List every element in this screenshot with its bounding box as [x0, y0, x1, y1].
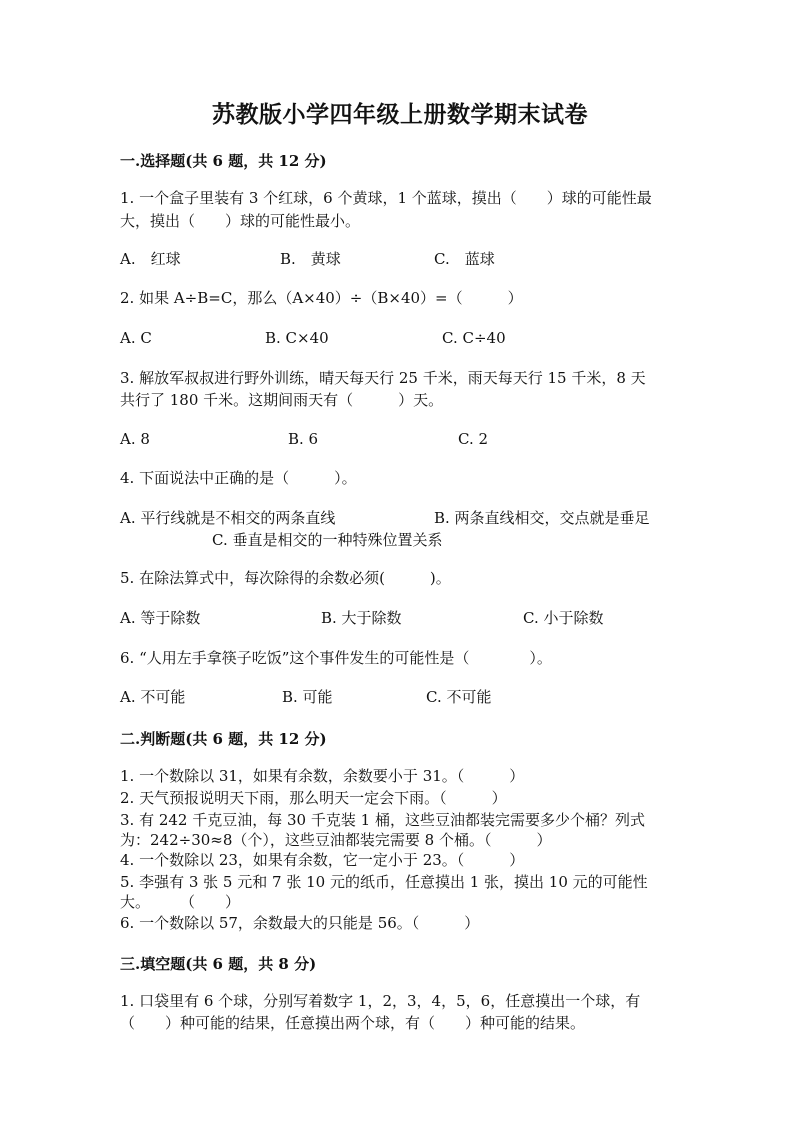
- judgement-line: 3. 有 242 千克豆油，每 30 千克装 1 桶，这些豆油都装完需要多少个桶？列式: [120, 811, 645, 829]
- judgement-line: 1. 一个数除以 31，如果有余数，余数要小于 31。（ ）: [120, 767, 525, 785]
- option-c: C. 不可能: [426, 688, 492, 706]
- option-b: B. 黄球: [280, 250, 341, 268]
- judgement-line: 5. 李强有 3 张 5 元和 7 张 10 元的纸币，任意摸出 1 张，摸出 10 元的可能性: [120, 873, 648, 891]
- judgement-line: 2. 天气预报说明天下雨，那么明天一定会下雨。（ ）: [120, 789, 507, 807]
- fill-blank-line: 1. 口袋里有 6 个球，分别写着数字 1，2，3，4，5，6，任意摸出一个球，有: [120, 992, 641, 1010]
- judgement-line: 为：242÷30≈8（个），这些豆油都装完需要 8 个桶。（ ）: [120, 831, 552, 849]
- judgement-line: 大。 （ ）: [120, 893, 241, 911]
- question-line: 大，摸出（ ）球的可能性最小。: [120, 212, 361, 230]
- question-line: 2. 如果 A÷B=C，那么（A×40）÷（B×40）=（ ）: [120, 289, 523, 307]
- question-line: 5. 在除法算式中，每次除得的余数必须( )。: [120, 569, 451, 587]
- judgement-line: 6. 一个数除以 57，余数最大的只能是 56。（ ）: [120, 914, 480, 932]
- exam-title: 苏教版小学四年级上册数学期末试卷: [212, 101, 588, 128]
- section-heading-judgement: 二.判断题(共 6 题，共 12 分): [120, 730, 327, 748]
- option-b: B. 大于除数: [321, 609, 402, 627]
- option-b: B. 6: [288, 430, 319, 448]
- option-c: C. 2: [458, 430, 489, 448]
- question-line: 共行了 180 千米。这期间雨天有（ ）天。: [120, 391, 444, 409]
- option-a: A. 等于除数: [120, 609, 201, 627]
- option-a: A. 红球: [120, 250, 181, 268]
- option-c: C. 小于除数: [523, 609, 604, 627]
- section-heading-fill-blank: 三.填空题(共 6 题，共 8 分): [120, 955, 317, 973]
- option-c: C. C÷40: [442, 329, 506, 347]
- option-c: C. 垂直是相交的一种特殊位置关系: [212, 531, 443, 549]
- option-a: A. 平行线就是不相交的两条直线: [120, 509, 336, 527]
- section-heading-choice: 一.选择题(共 6 题，共 12 分): [120, 152, 327, 170]
- option-a: A. C: [120, 329, 152, 347]
- option-a: A. 8: [120, 430, 150, 448]
- fill-blank-line: （ ）种可能的结果，任意摸出两个球，有（ ）种可能的结果。: [120, 1014, 586, 1032]
- question-line: 1. 一个盒子里装有 3 个红球，6 个黄球，1 个蓝球，摸出（ ）球的可能性最: [120, 189, 652, 207]
- option-b: B. 可能: [282, 688, 333, 706]
- question-line: 3. 解放军叔叔进行野外训练，晴天每天行 25 千米，雨天每天行 15 千米，8 天: [120, 369, 646, 387]
- question-line: 6. “人用左手拿筷子吃饭”这个事件发生的可能性是（ ）。: [120, 649, 552, 667]
- option-b: B. C×40: [265, 329, 329, 347]
- option-a: A. 不可能: [120, 688, 186, 706]
- question-line: 4. 下面说法中正确的是（ ）。: [120, 469, 357, 487]
- judgement-line: 4. 一个数除以 23，如果有余数，它一定小于 23。（ ）: [120, 851, 525, 869]
- option-c: C. 蓝球: [434, 250, 495, 268]
- option-b: B. 两条直线相交，交点就是垂足: [434, 509, 650, 527]
